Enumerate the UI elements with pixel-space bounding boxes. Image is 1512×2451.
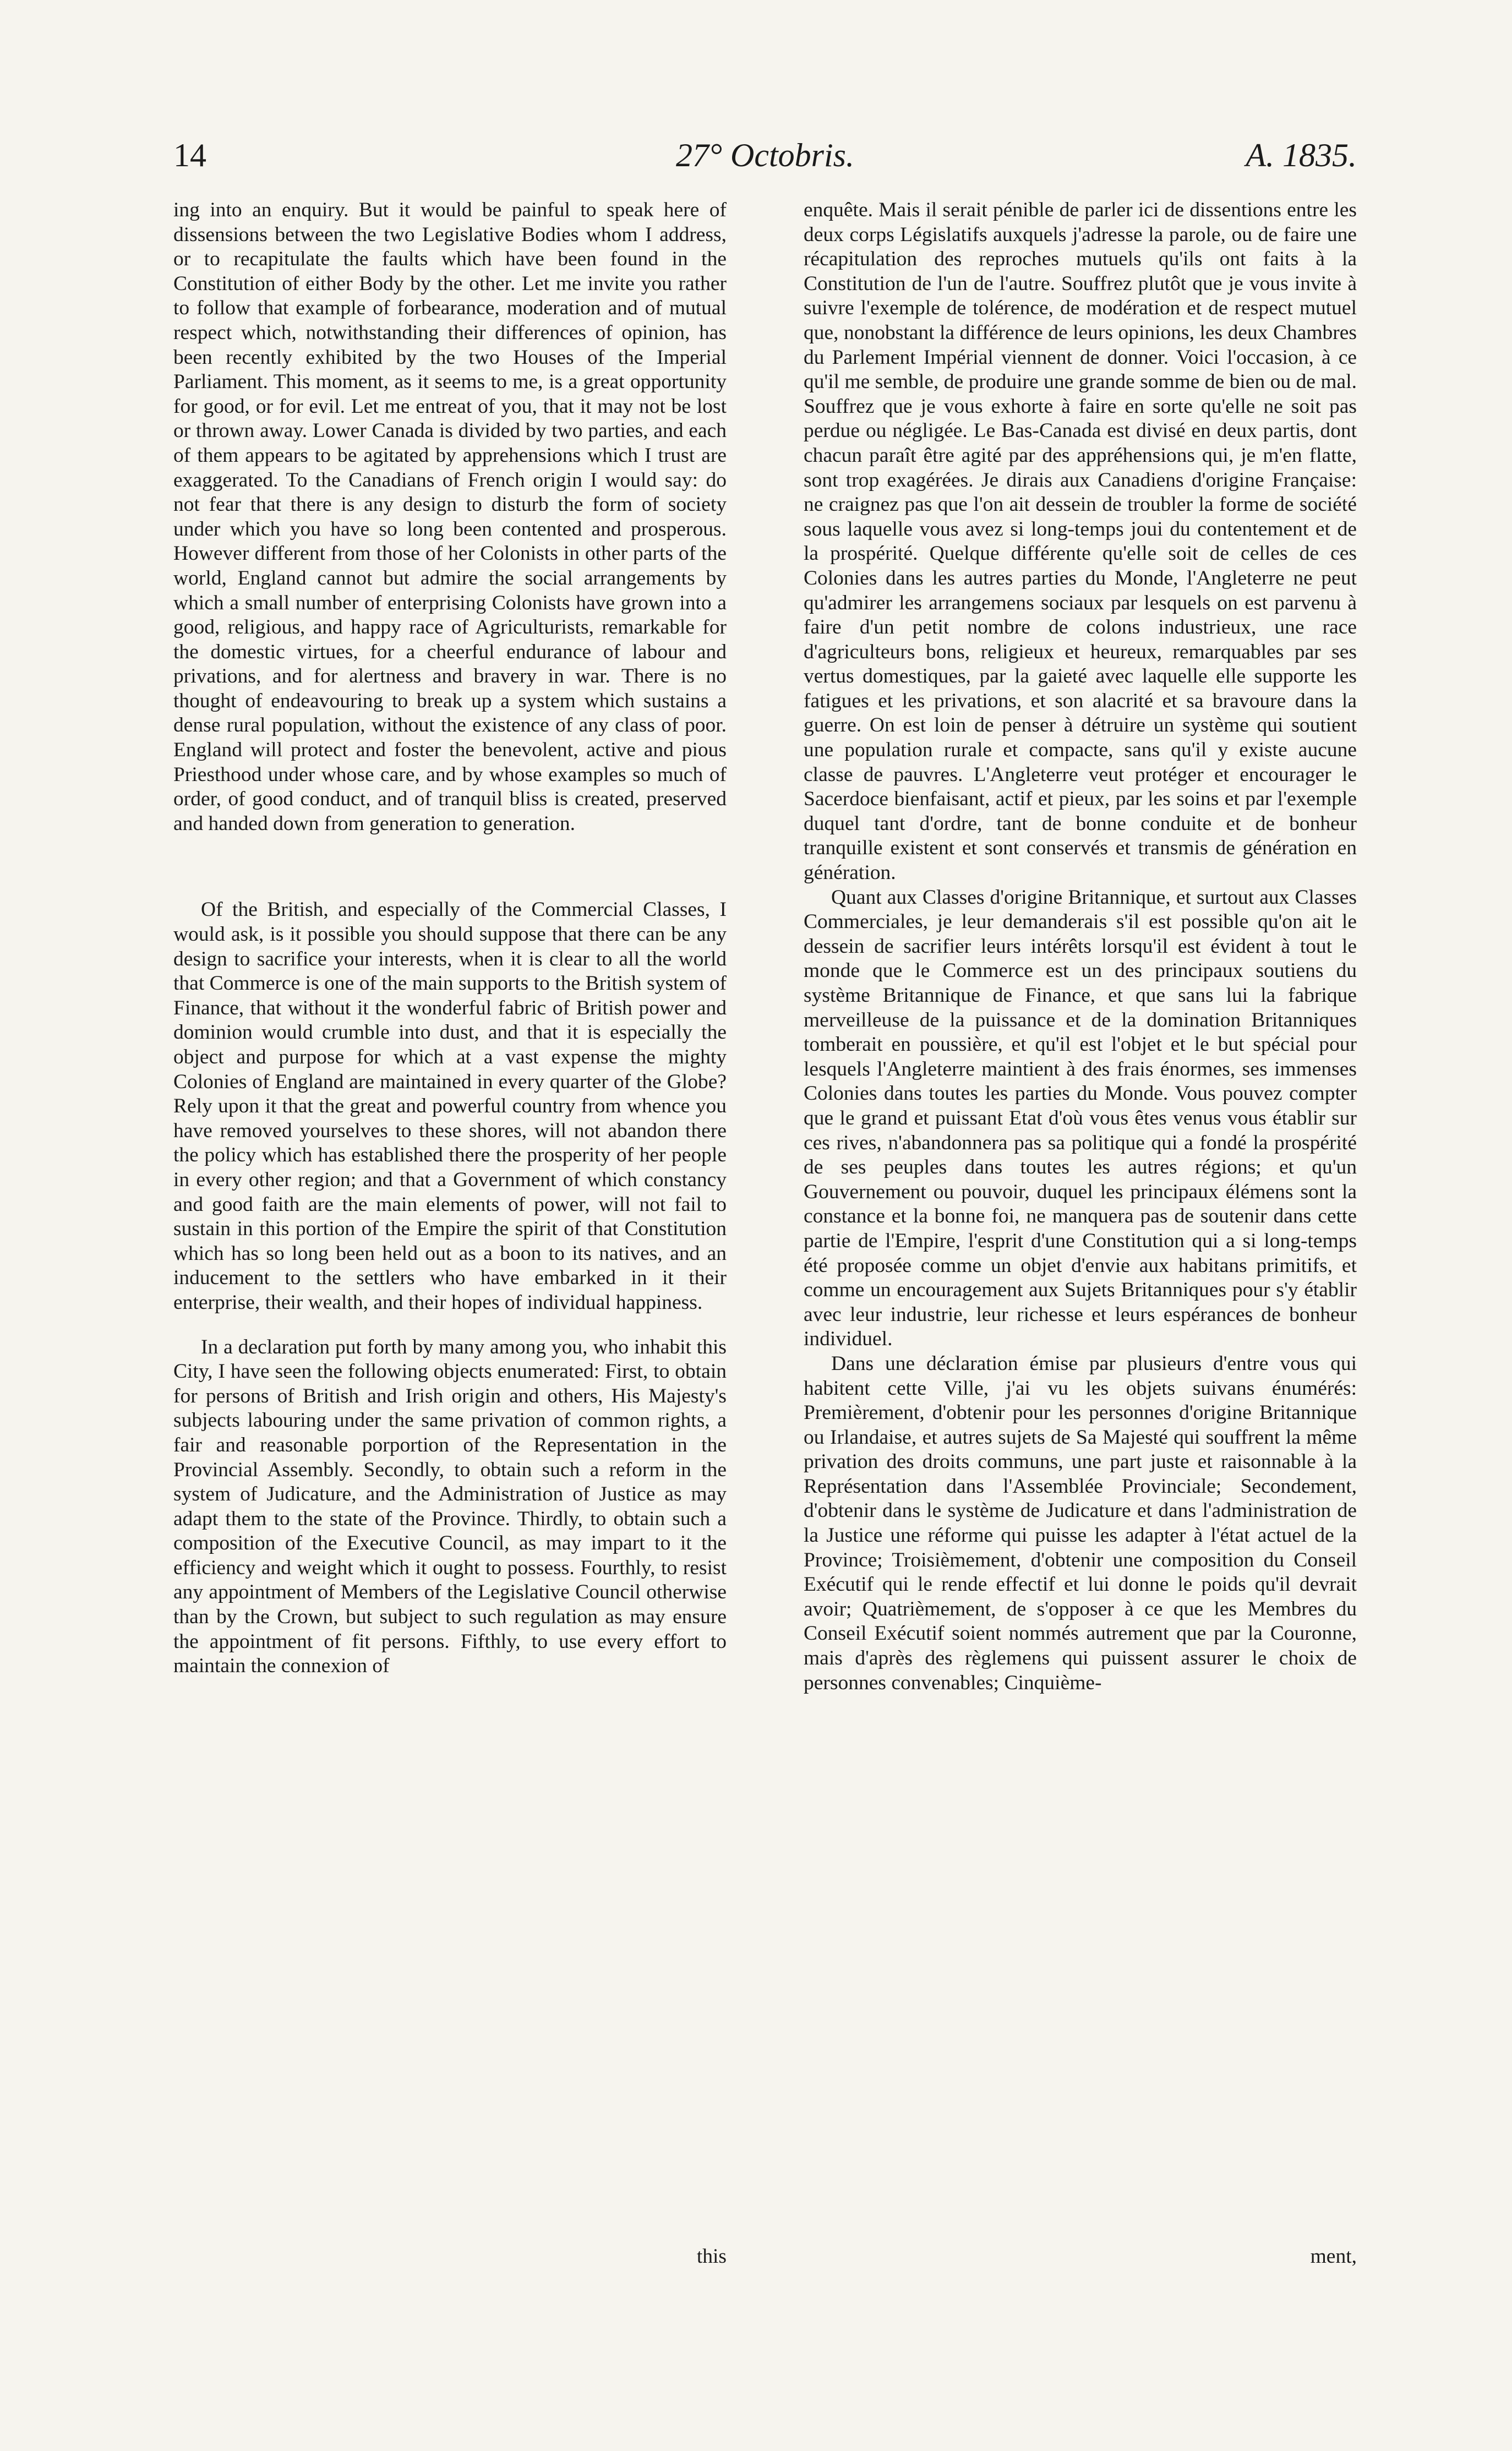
english-paragraph-3: In a declaration put forth by many among you, who inhabit this City, I have seen the following objects enumerated: First, to obtain for persons of British and Irish origin and others, His Majesty's subjects labouring under the same privation of common rights, a fair and reasonable porportion of the Representation in the Provincial Assembly. Secondly, to obtain such a reform in the system of Judicature, and the Administration of Justice as may adapt them to the state of the Province. Thirdly, to obtain such a composition of the Executive Council, as may impart to it the efficiency and weight which it ought to possess. Fourthly, to resist any appointment of Members of the Legislative Council otherwise than by the Crown, but subject to such regulation as may ensure the appointment of fit persons. Fifthly, to use every effort to maintain the connexion of <box>173 1335 727 1678</box>
paragraph-gap <box>173 836 727 898</box>
session-year: A. 1835. <box>1246 137 1357 173</box>
french-column <box>804 198 1357 1695</box>
english-paragraph-1: ing into an enquiry. But it would be painful to speak here of dissensions between the two Legislative Bodies whom I address, or to recapitulate the faults which have been found in the Constitution of either Body by the other. Let me invite you rather to follow that example of forbearance, moderation and of mutual respect which, notwithstanding their differences of opinion, has been recently exhibited by the two Houses of the Imperial Parliament. This moment, as it seems to me, is a great opportunity for good, or for evil. Let me entreat of you, that it may not be lost or thrown away. Lower Canada is divided by two parties, and each of them appears to be agitated by apprehensions which I trust are exaggerated. To the Canadians of French origin I would say: do not fear that there is any design to disturb the form of society under which you have so long been contented and prosperous. However different from those of her Colonists in other parts of the world, England cannot but admire the social arrangements by which a small number of enterprising Colonists have grown into a good, religious, and happy race of Agriculturists, remarkable for the domestic virtues, for a cheerful endurance of labour and privations, and for alertness and bravery in war. There is no thought of endeavouring to break up a system which sustains a dense rural population, without the existence of any class of poor. England will protect and foster the benevolent, active and pious Priesthood under whose care, and by whose examples so much of order, of good conduct, and of tranquil bliss is created, preserved and handed down from generation to generation. <box>173 199 727 835</box>
running-head <box>173 137 1357 181</box>
french-paragraph-2: Quant aux Classes d'origine Britannique, et surtout aux Classes Commerciales, je leur demanderais s'il est possible qu'on ait le dessein de sacrifier leurs intérêts lorsqu'il est évident à tout le monde que le Commerce est un des principaux soutiens du système Britannique de Finance, et que sans lui la fabrique merveilleuse de la puissance et de la domination Britanniques tomberait en poussière, et qu'il est l'objet et le but spécial pour lesquels l'Angleterre maintient à des frais énormes, ses immenses Colonies dans toutes les parties du Monde. Vous pouvez compter que le grand et puissant Etat d'où vous êtes venus vous établir sur ces rives, n'abandonnera pas sa politique qui a fondé la prospérité de ses peuples dans toutes les autres régions; et qu'un Gouvernement ou pouvoir, duquel les principaux élémens sont la constance et la bonne foi, ne manquera pas de soutenir dans cette partie de l'Empire, l'esprit d'une Constitution qui a si long-temps été proposée comme un objet d'envie aux habitans primitifs, et comme un encouragement aux Sujets Britanniques pour s'y établir avec leur industrie, leur richesse et leurs espérances de bonheur individuel. <box>804 886 1357 1351</box>
french-paragraph-3: Dans une déclaration émise par plusieurs d'entre vous qui habitent cette Ville, j'ai vu les objets suivans énumérés: Premièrement, d'obtenir pour les personnes d'origine Britannique ou Irlandaise, et autres sujets de Sa Majesté qui souffrent la même privation des droits communs, une part juste et raisonnable à la Représentation dans l'Assemblée Provinciale; Secondement, d'obtenir dans le système de Judicature et dans l'administration de la Justice une réforme qui puisse les adapter à l'état actuel de la Province; Troisièmement, d'obtenir une composition du Conseil Exécutif qui le rende effectif et lui donne le poids qu'il devrait avoir; Quatrièmement, de s'opposer à ce que les Membres du Conseil Exécutif soient nommés autrement que par la Couronne, mais d'après des règlemens qui puissent assurer le choix de personnes convenables; Cinquième- <box>804 1352 1357 1694</box>
english-paragraph-2: Of the British, and especially of the Commercial Classes, I would ask, is it possible you should suppose that there can be any design to sacrifice your interests, when it is clear to all the world that Commerce is one of the main supports to the British system of Finance, that without it the wonderful fabric of British power and dominion would crumble into dust, and that it is especially the object and purpose for which at a vast expense the mighty Colonies of England are maintained in every quarter of the Globe? Rely upon it that the great and powerful country from whence you have removed yourselves to these shores, will not abandon there the policy which has established there the prosperity of her people in every other region; and that a Government of which constancy and good faith are the main elements of power, will not fail to sustain in this portion of the Empire the spirit of that Constitution which has so long been held out as a boon to its natives, and an inducement to the settlers who have embarked in it their enterprise, their wealth, and their hopes of individual happiness. <box>173 898 727 1314</box>
paragraph-gap <box>173 1315 727 1335</box>
french-paragraph-1: enquête. Mais il serait pénible de parler ici de dissentions entre les deux corps Législatifs auxquels j'adresse la parole, ou de faire une récapitulation des reproches mutuels qu'ils ont faits à la Constitution de l'un de l'autre. Souffrez plutôt que je vous invite à suivre l'exemple de tolérence, de modération et de respect mutuel que, nonobstant la différence de leurs opinions, les deux Chambres du Parlement Impérial viennent de donner. Voici l'occasion, à ce qu'il me semble, de produire une grande somme de bien ou de mal. Souffrez que je vous exhorte à faire en sorte qu'elle ne soit pas perdue ou négligée. Le Bas-Canada est divisé en deux partis, dont chacun paraît être agité par des appréhensions qui, je m'en flatte, sont trop exagérées. Je dirais aux Canadiens d'origine Française: ne craignez pas que l'on ait dessein de troubler la forme de société sous laquelle vous avez si long-temps joui du contentement et de la prospérité. Quelque différente qu'elle soit de celles de ces Colonies dans les autres parties du Monde, l'Angleterre ne peut qu'admirer les arrangemens sociaux par lesquels on est parvenu à faire d'un petit nombre de colons industrieux, une race d'agriculteurs bons, religieux et heureux, remarquables par ses vertus domestiques, par la gaieté avec laquelle elle supporte les fatigues et les privations, et son alacrité et sa bravoure dans la guerre. On est loin de penser à détruire un système qui soutient une population rurale et compacte, sans qu'il y existe aucune classe de pauvres. L'Angleterre veut protéger et encourager le Sacerdoce bienfaisant, actif et pieux, par les soins et par l'exemple duquel tant d'ordre, tant de bonne conduite et de bonheur tranquille existent et sont conservés et transmis de génération en génération. <box>804 199 1357 885</box>
english-column <box>173 198 727 1679</box>
session-date: 27° Octobris. <box>676 137 854 173</box>
page-number: 14 <box>173 137 206 173</box>
english-catchword: this <box>696 2245 727 2268</box>
french-catchword: ment, <box>1310 2245 1357 2268</box>
